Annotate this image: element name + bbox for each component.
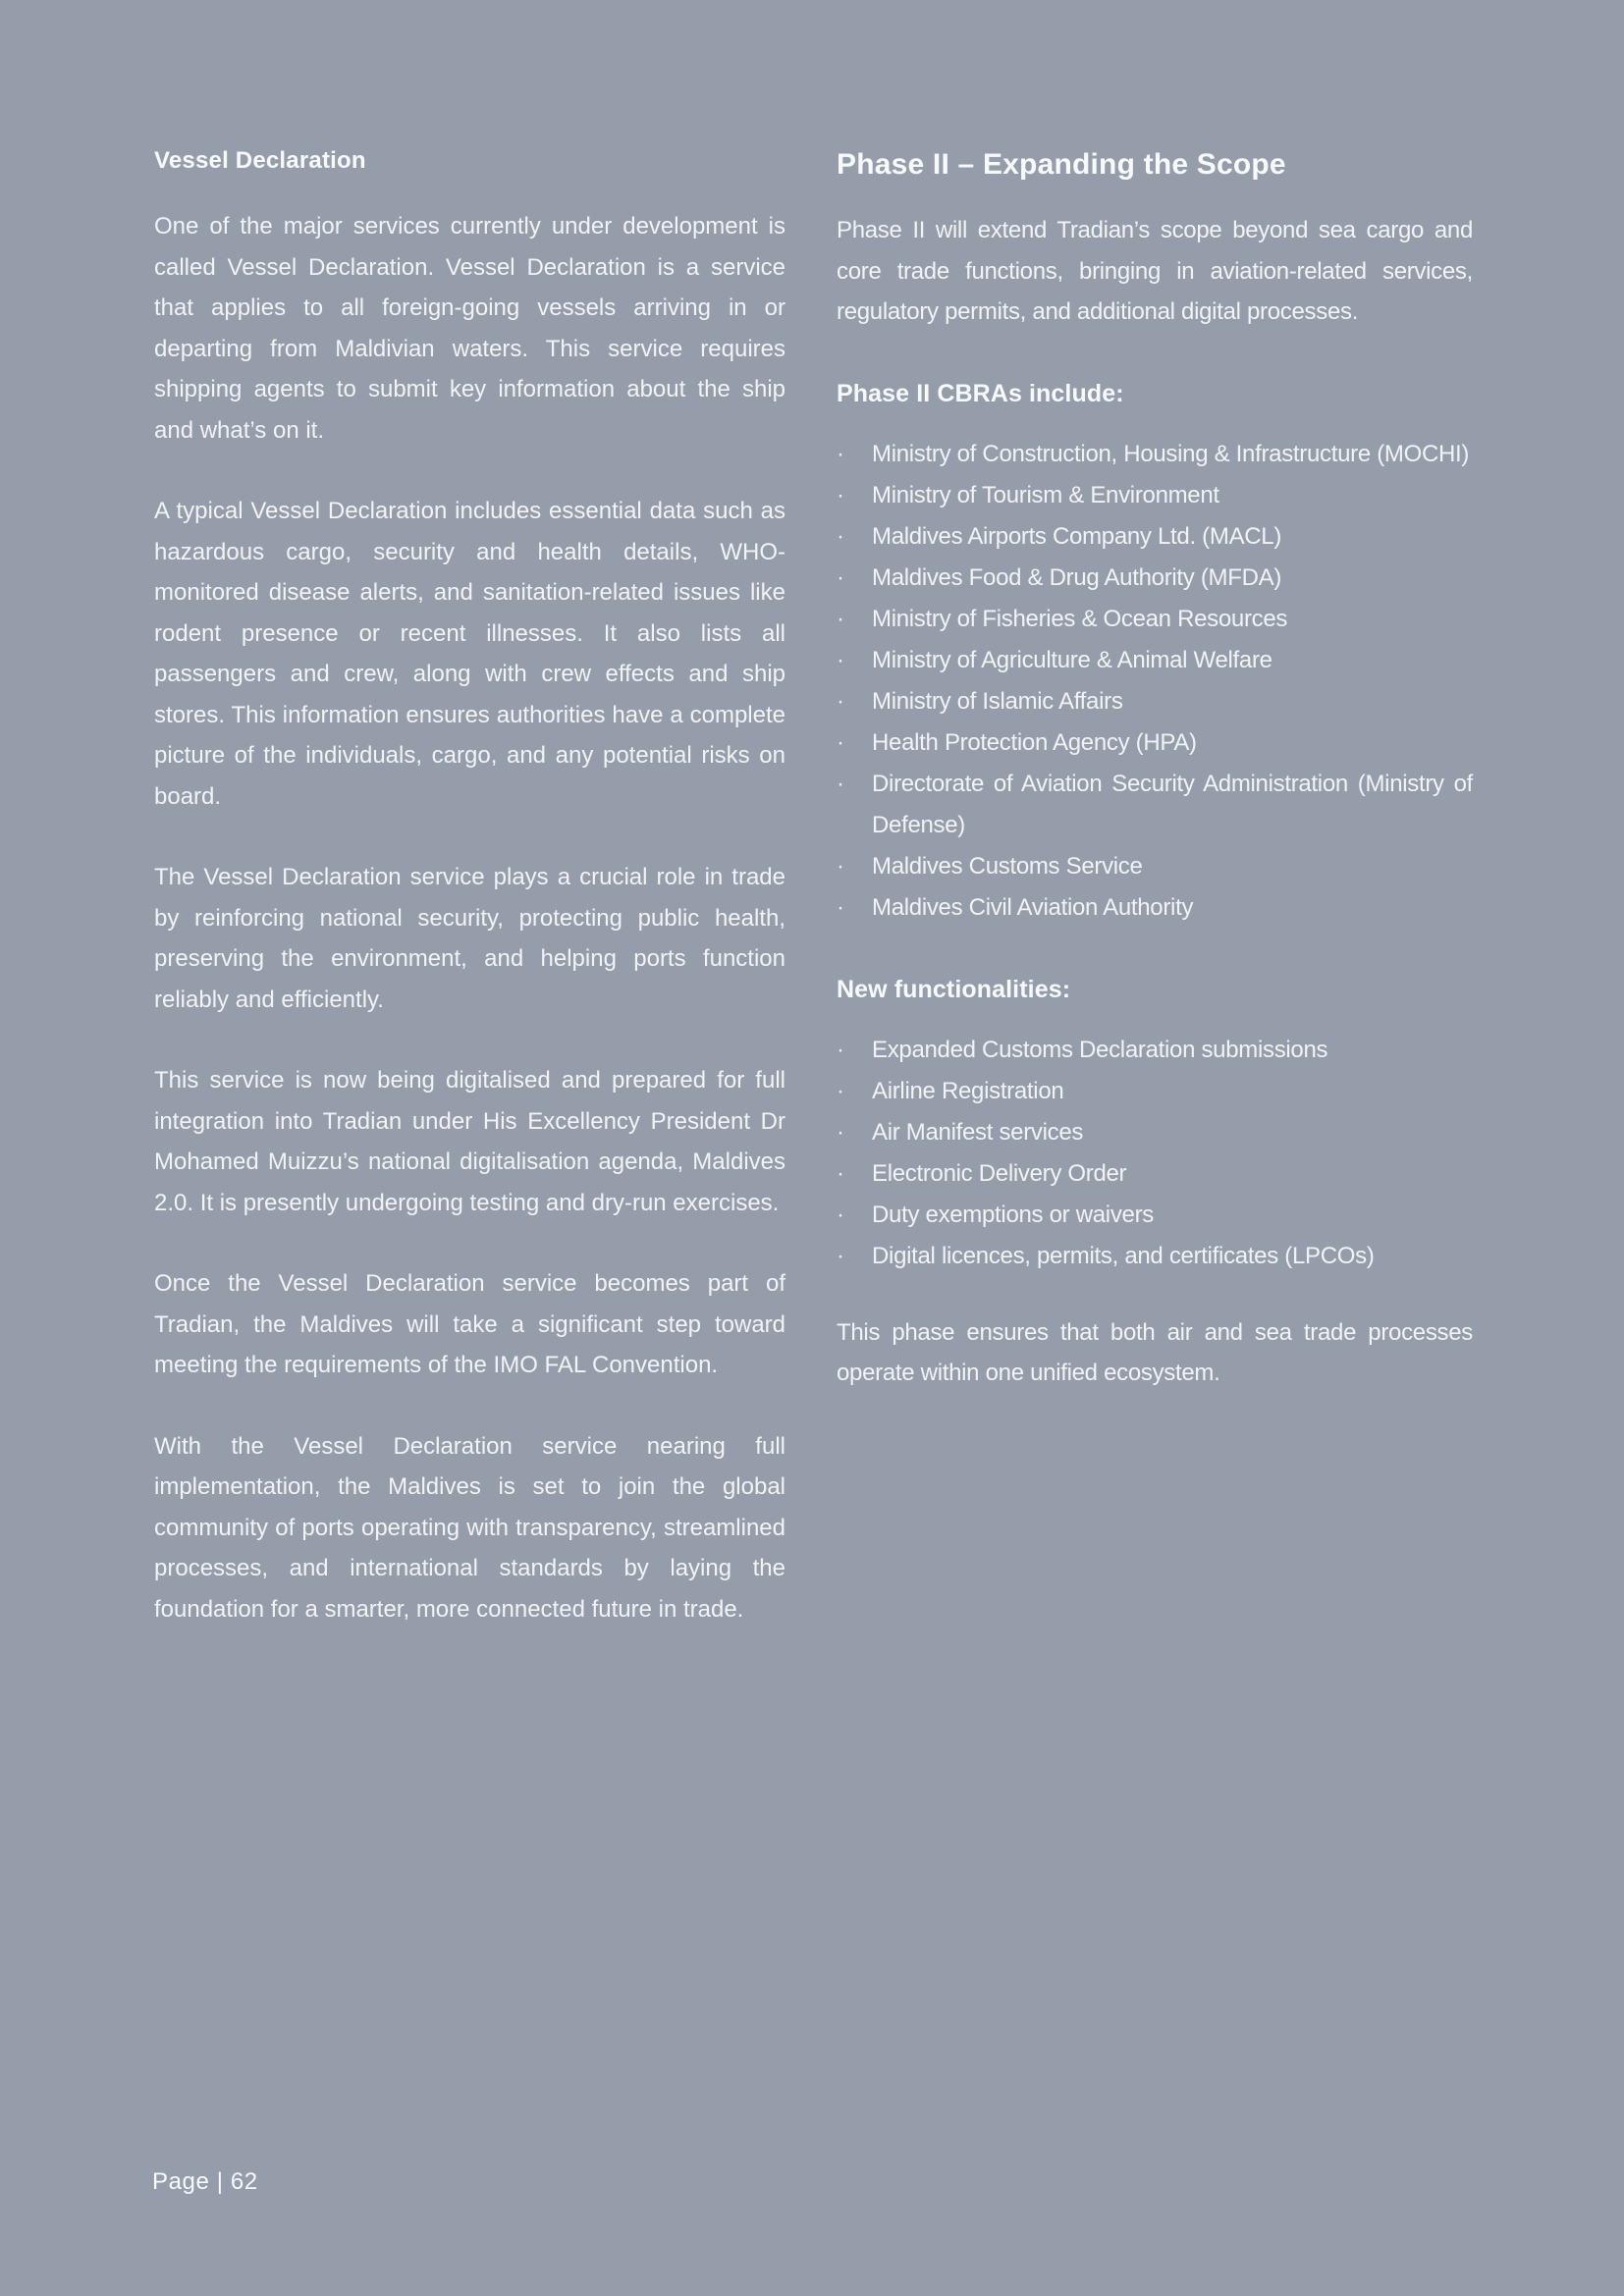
cbra-list-item	[837, 722, 1473, 764]
cbra-item-label: Ministry of Islamic Affairs	[872, 687, 1123, 715]
functionalities-list	[837, 1030, 1473, 1277]
bullet-icon: ·	[837, 440, 844, 467]
paragraph: With the Vessel Declaration service nearing full implementation, the Maldives is set to join the global community of ports operating with transparency, streamlined processes, and international standards by laying the foundation for a smarter, more connected future in trade.	[154, 1432, 785, 1623]
vessel-declaration-heading: Vessel Declaration	[154, 147, 366, 174]
two-column-layout	[154, 147, 1473, 1629]
functionality-list-item	[837, 1030, 1473, 1071]
paragraph: The Vessel Declaration service plays a crucial role in trade by reinforcing national security, protecting public health, preserving the environment, and helping ports function reliably and efficiently.	[154, 864, 785, 1013]
cbra-list-item	[837, 681, 1473, 722]
bullet-icon: ·	[837, 1242, 844, 1269]
cbra-list-item	[837, 516, 1473, 558]
cbra-item-label: Maldives Airports Company Ltd. (MACL)	[872, 522, 1282, 550]
functionality-list-item	[837, 1112, 1473, 1153]
cbra-item-label: Health Protection Agency (HPA)	[872, 728, 1197, 756]
cbra-list-item	[837, 887, 1473, 929]
cbra-list-item	[837, 434, 1473, 475]
page-footer	[152, 2167, 258, 2197]
page-number: Page | 62	[152, 2168, 258, 2195]
bullet-icon: ·	[837, 1036, 844, 1063]
functionality-item-label: Airline Registration	[872, 1077, 1064, 1104]
functionality-list-item	[837, 1195, 1473, 1236]
functionality-item-label: Digital licences, permits, and certificates (LPCOs)	[872, 1242, 1375, 1269]
functionality-item-label: Electronic Delivery Order	[872, 1159, 1127, 1187]
cbra-list-item	[837, 846, 1473, 887]
bullet-icon: ·	[837, 687, 844, 715]
bullet-icon: ·	[837, 1118, 844, 1146]
phase2-heading: Phase II – Expanding the Scope	[837, 148, 1286, 181]
bullet-icon: ·	[837, 1159, 844, 1187]
phase2-closing-paragraph: This phase ensures that both air and sea trade processes operate within one unified ecosystem.	[837, 1318, 1473, 1386]
cbra-item-label: Ministry of Agriculture & Animal Welfare	[872, 646, 1272, 673]
cbra-list-item	[837, 764, 1473, 846]
bullet-icon: ·	[837, 563, 844, 591]
bullet-icon: ·	[837, 605, 844, 632]
functionality-list-item	[837, 1071, 1473, 1112]
bullet-icon: ·	[837, 1201, 844, 1228]
left-column	[154, 147, 785, 1629]
cbra-list-item	[837, 558, 1473, 599]
functionalities-subheading: New functionalities:	[837, 975, 1071, 1003]
cbra-item-label: Ministry of Fisheries & Ocean Resources	[872, 605, 1288, 632]
paragraph: Once the Vessel Declaration service becomes part of Tradian, the Maldives will take a significant step toward meeting the requirements of the IMO FAL Convention.	[154, 1270, 785, 1378]
cbra-item-label: Maldives Food & Drug Authority (MFDA)	[872, 563, 1282, 591]
bullet-icon: ·	[837, 522, 844, 550]
bullet-icon: ·	[837, 481, 844, 508]
functionality-item-label: Expanded Customs Declaration submissions	[872, 1036, 1328, 1063]
cbra-item-label: Ministry of Tourism & Environment	[872, 481, 1219, 508]
paragraph: One of the major services currently under development is called Vessel Declaration. Vessel Declaration is a service that applies to all foreign-going vessels arriving in or departing from Maldivian waters. This service requires shipping agents to submit key information about the ship and what’s on it.	[154, 213, 785, 444]
cbra-list-item	[837, 599, 1473, 640]
right-column	[837, 147, 1473, 1394]
bullet-icon: ·	[837, 893, 844, 921]
bullet-icon: ·	[837, 646, 844, 673]
functionality-item-label: Air Manifest services	[872, 1118, 1084, 1146]
paragraph: A typical Vessel Declaration includes essential data such as hazardous cargo, security and health details, WHO-monitored disease alerts, and sanitation-related issues like rodent presence or recent illnesses. It also lists all passengers and crew, along with crew effects and ship stores. This information ensures authorities have a complete picture of the individuals, cargo, and any potential risks on board.	[154, 498, 785, 810]
bullet-icon: ·	[837, 852, 844, 880]
functionality-item-label: Duty exemptions or waivers	[872, 1201, 1154, 1228]
cbra-item-label: Ministry of Construction, Housing & Infrastructure (MOCHI)	[872, 440, 1470, 467]
cbra-list	[837, 434, 1473, 929]
cbra-item-label: Maldives Civil Aviation Authority	[872, 893, 1194, 921]
cbra-list-item	[837, 475, 1473, 516]
bullet-icon: ·	[837, 728, 844, 756]
phase2-intro-paragraph: Phase II will extend Tradian’s scope beyond sea cargo and core trade functions, bringing in aviation-related services, regulatory permits, and additional digital processes.	[837, 217, 1473, 325]
cbra-item-label: Directorate of Aviation Security Administration (Ministry of Defense)	[872, 770, 1473, 838]
functionality-list-item	[837, 1236, 1473, 1277]
bullet-icon: ·	[837, 770, 844, 797]
cbra-subheading: Phase II CBRAs include:	[837, 379, 1124, 407]
paragraph: This service is now being digitalised and prepared for full integration into Tradian under His Excellency President Dr Mohamed Muizzu’s national digitalisation agenda, Maldives 2.0. It is presently undergoing testing and dry-run exercises.	[154, 1067, 785, 1216]
left-column-paragraphs	[154, 206, 785, 1629]
bullet-icon: ·	[837, 1077, 844, 1104]
functionality-list-item	[837, 1153, 1473, 1195]
cbra-item-label: Maldives Customs Service	[872, 852, 1143, 880]
cbra-list-item	[837, 640, 1473, 681]
